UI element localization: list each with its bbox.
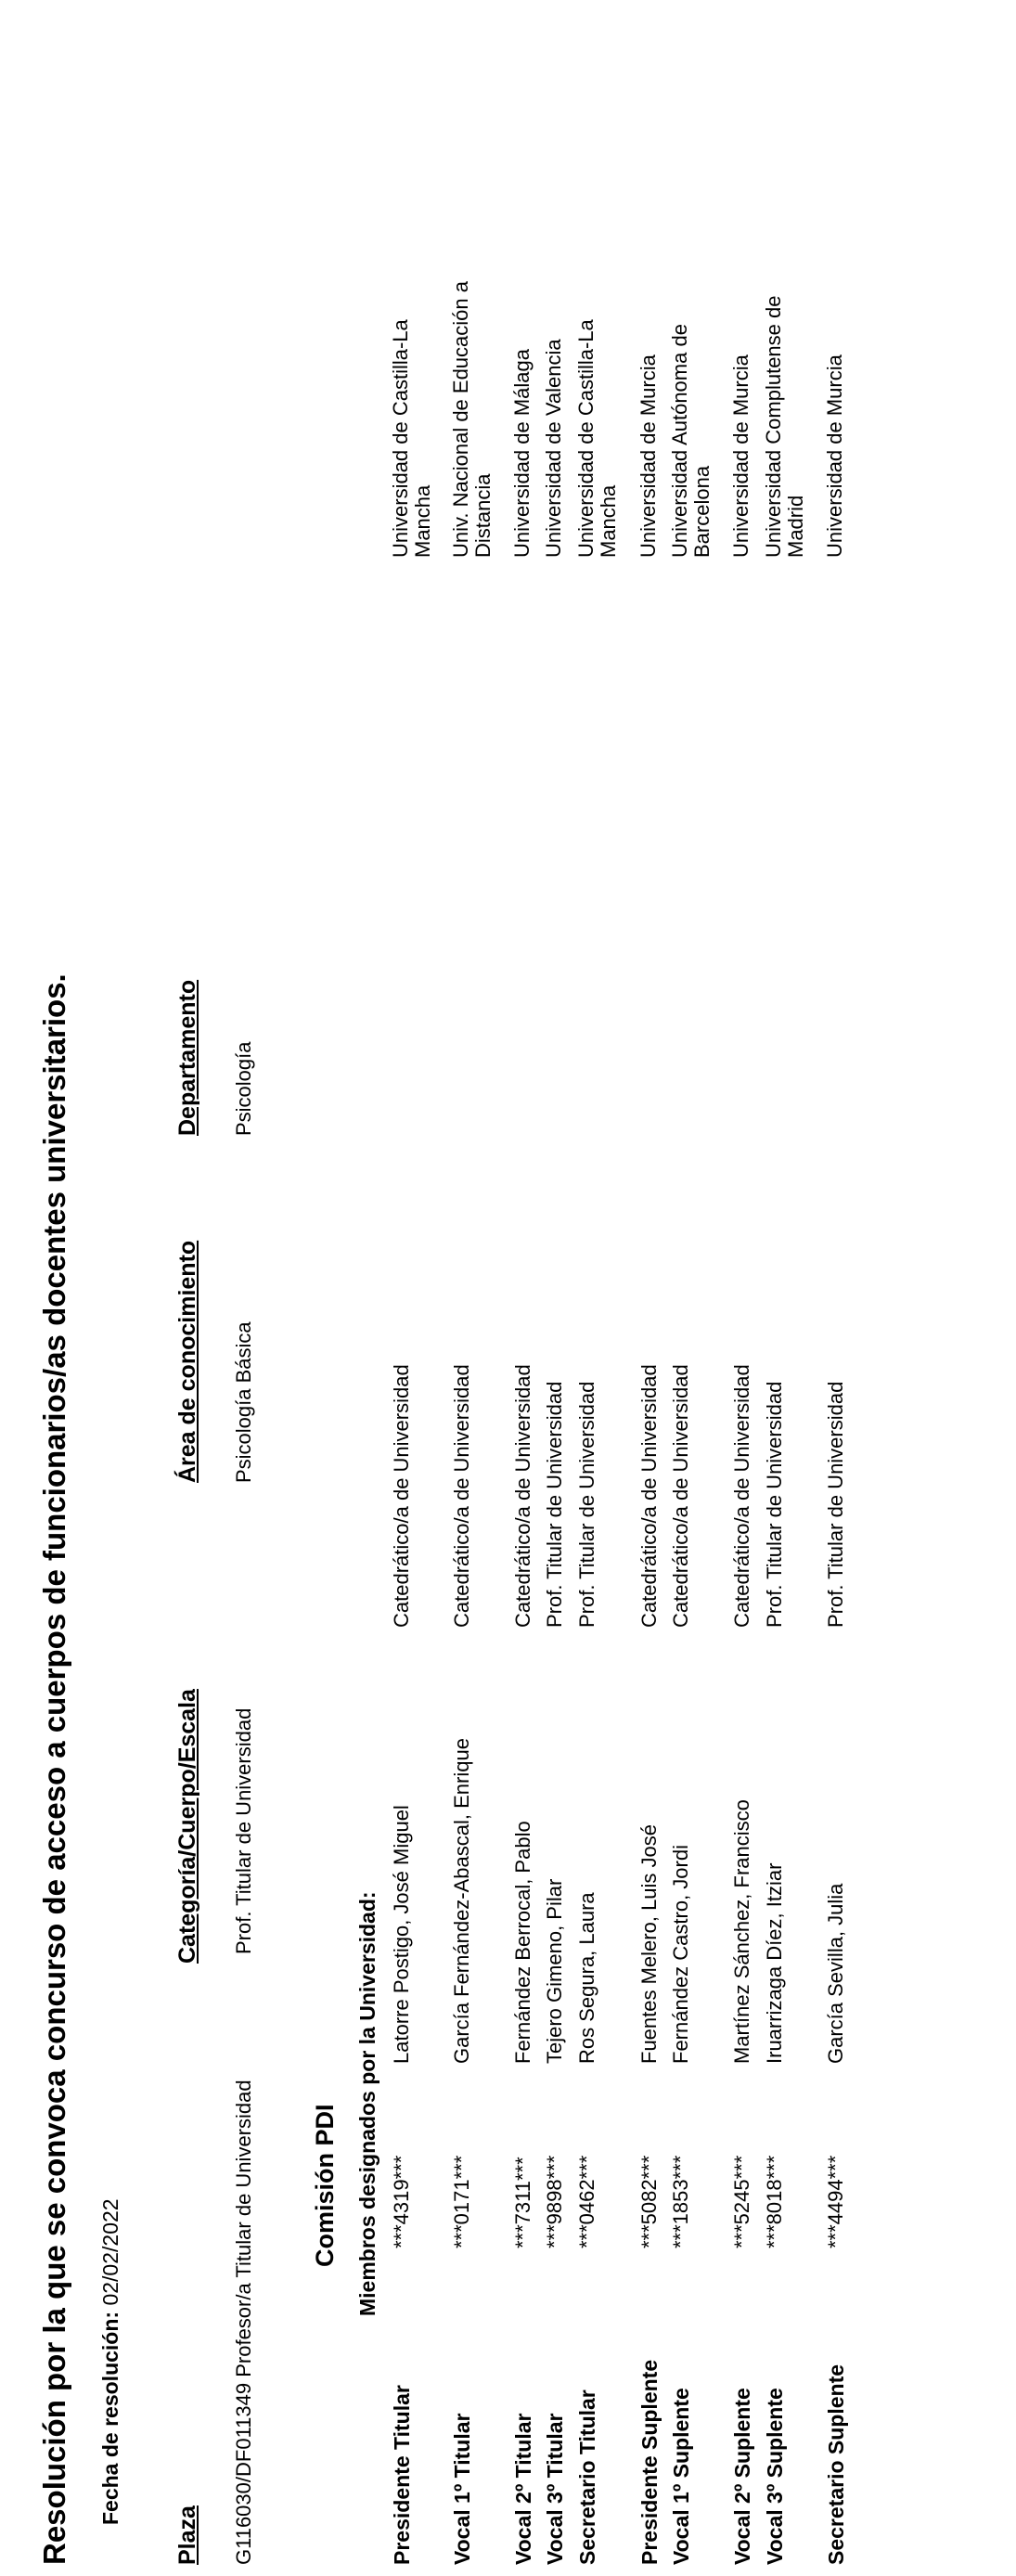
plaza-departamento: Psicología — [232, 1041, 255, 1136]
member-dni: ***5082*** — [637, 2155, 661, 2248]
member-category: Catedrático/a de Universidad — [390, 1364, 413, 1628]
member-category: Catedrático/a de Universidad — [730, 1364, 753, 1628]
member-role: Secretario Titular — [575, 2389, 599, 2565]
member-role: Vocal 2º Titular — [511, 2413, 535, 2565]
member-row — [763, 0, 818, 2576]
member-category: Catedrático/a de Universidad — [450, 1364, 473, 1628]
member-dni: ***9898*** — [543, 2155, 566, 2248]
header-categoria: Categoría/Cuerpo/Escala — [174, 1689, 200, 1964]
member-role: Vocal 2º Suplente — [730, 2388, 754, 2565]
member-role: Vocal 3º Titular — [543, 2413, 567, 2565]
member-dni: ***0171*** — [450, 2155, 473, 2248]
member-category: Catedrático/a de Universidad — [511, 1364, 534, 1628]
member-name: García Sevilla, Julia — [824, 1883, 847, 2064]
member-category: Catedrático/a de Universidad — [669, 1364, 692, 1628]
member-dni: ***1853*** — [669, 2155, 692, 2248]
header-plaza: Plaza — [174, 2505, 200, 2565]
member-name: García Fernández-Abascal, Enrique — [450, 1738, 473, 2064]
member-category: Prof. Titular de Universidad — [824, 1381, 847, 1628]
plaza-code: G116030/DF011349 Profesor/a Titular de Universidad — [232, 2080, 255, 2565]
member-role: Vocal 1º Titular — [450, 2413, 474, 2565]
members-label: Miembros designados por la Universidad: — [355, 1891, 379, 2316]
member-role: Vocal 1º Suplente — [669, 2388, 693, 2565]
member-university: Univ. Nacional de Educación a Distancia — [449, 281, 495, 558]
document-title: Resolución por la que se convoca concurso de acceso a cuerpos de funcionarios/as docentes universitarios. — [37, 973, 71, 2565]
member-name: Ros Segura, Laura — [575, 1892, 598, 2064]
member-university: Universidad de Castilla-La Mancha — [389, 319, 434, 558]
plaza-categoria: Prof. Titular de Universidad — [232, 1707, 255, 1954]
member-name: Martínez Sánchez, Francisco — [730, 1799, 753, 2064]
member-name: Fernández Castro, Jordi — [669, 1845, 692, 2064]
member-category: Catedrático/a de Universidad — [637, 1364, 661, 1628]
member-role: Vocal 3º Suplente — [763, 2388, 787, 2565]
member-dni: ***5245*** — [730, 2155, 753, 2248]
member-role: Presidente Suplente — [637, 2359, 662, 2565]
member-row — [450, 0, 506, 2576]
member-university: Universidad de Murcia — [637, 354, 660, 558]
member-name: Fernández Berrocal, Pablo — [511, 1821, 534, 2064]
member-university: Universidad Complutense de Madrid — [762, 295, 807, 558]
member-dni: ***4319*** — [390, 2155, 413, 2248]
member-name: Fuentes Melero, Luis José — [637, 1823, 661, 2064]
header-departamento: Departamento — [174, 979, 200, 1136]
member-row — [669, 0, 725, 2576]
member-university: Universidad Autónoma de Barcelona — [668, 324, 714, 558]
member-university: Universidad de Murcia — [729, 354, 752, 558]
member-university: Universidad de Murcia — [823, 354, 846, 558]
plaza-area: Psicología Básica — [232, 1321, 255, 1483]
member-dni: ***0462*** — [575, 2155, 598, 2248]
member-university: Universidad de Valencia — [542, 339, 565, 558]
resolution-date-value: 02/02/2022 — [98, 2198, 122, 2306]
commission-title: Comisión PDI — [311, 2104, 339, 2267]
member-dni: ***7311*** — [511, 2157, 534, 2248]
member-name: Iruarrizaga Díez, Itziar — [763, 1862, 786, 2064]
resolution-date — [98, 2198, 123, 2525]
member-role: Secretario Suplente — [824, 2363, 848, 2565]
member-category: Prof. Titular de Universidad — [763, 1381, 786, 1628]
member-name: Latorre Postigo, José Miguel — [390, 1805, 413, 2064]
member-dni: ***8018*** — [763, 2155, 786, 2248]
member-name: Tejero Gimeno, Pilar — [543, 1878, 566, 2064]
resolution-date-label: Fecha de resolución: — [98, 2311, 122, 2525]
member-category: Prof. Titular de Universidad — [575, 1381, 598, 1628]
member-university: Universidad de Málaga — [510, 348, 534, 558]
member-row — [824, 0, 880, 2576]
member-role: Presidente Titular — [390, 2385, 414, 2565]
member-row — [390, 0, 445, 2576]
member-category: Prof. Titular de Universidad — [543, 1381, 566, 1628]
member-row — [575, 0, 631, 2576]
header-area: Área de conocimiento — [174, 1240, 200, 1483]
member-university: Universidad de Castilla-La Mancha — [574, 319, 620, 558]
member-dni: ***4494*** — [824, 2155, 847, 2248]
